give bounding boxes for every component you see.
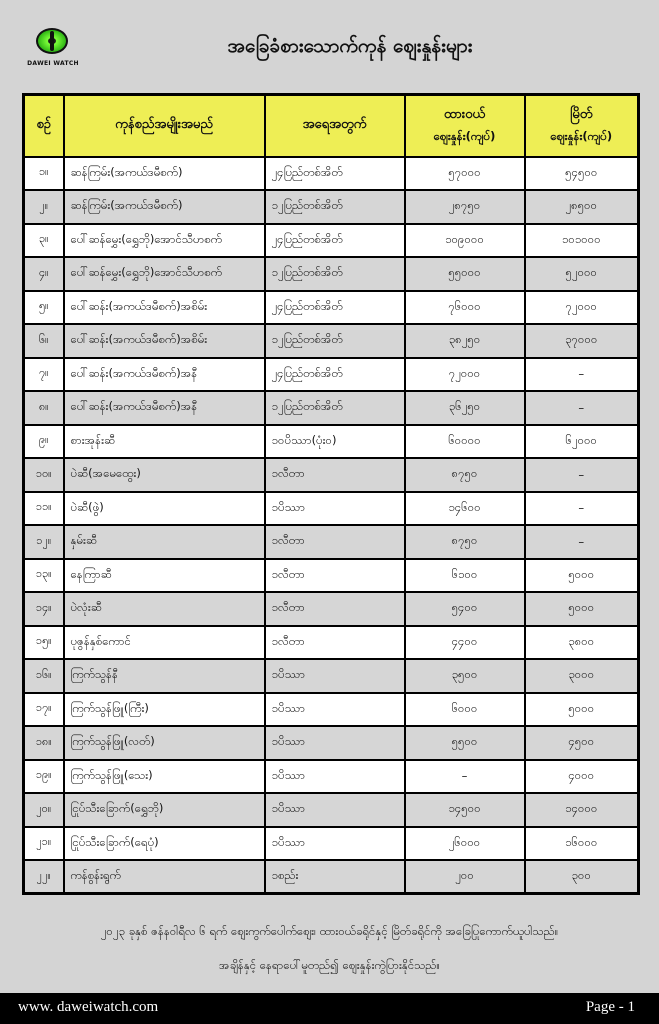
footer-note-disclaimer: အချိန်နှင့် နေရာပေါ်မူတည်၍ ဈေးနှုန်းကွဲပြားနိုင်သည်။ [219, 958, 440, 972]
table-row [24, 324, 639, 358]
item-name: ကြက်သွန်နီ [64, 659, 265, 693]
row-number: ၁၆။ [24, 659, 64, 693]
bottom-bar [0, 993, 659, 1024]
myeik-price: ၄၅၀၀ [525, 726, 639, 760]
table-row [24, 626, 639, 660]
row-number: ၁၉။ [24, 760, 64, 794]
item-name: ကြက်သွန်ဖြူ(သေး) [64, 760, 265, 794]
item-unit: ၁ပိဿာ [265, 760, 405, 794]
item-name: ငြုပ်သီးခြောက်(ရေပုံ) [64, 827, 265, 861]
myeik-price: ၅၀၀၀ [525, 559, 639, 593]
item-name: ဆန်ကြမ်း(အကယ်ဒမီစက်) [64, 157, 265, 191]
item-name: ပေါ်ဆန်မွှေး(ရွှေဘို)အောင်သီဟစက် [64, 257, 265, 291]
dawei-price: ၅၄၀၀ [405, 592, 525, 626]
dawei-price: ၂၆၀၀၀ [405, 827, 525, 861]
myeik-price: ၃၀၀၀ [525, 659, 639, 693]
item-name: ကြက်သွန်ဖြူ(လတ်) [64, 726, 265, 760]
table-row [24, 291, 639, 325]
dawei-price: ၃၆၂၅၀ [405, 391, 525, 425]
dawei-watch-logo [24, 28, 82, 76]
eye-pupil [50, 31, 54, 51]
row-number: ၁။ [24, 157, 64, 191]
page-title: အခြေခံစားသောက်ကုန် ဈေးနှုန်းများ [227, 35, 473, 57]
item-name: ပေါ်ဆန်း(အကယ်ဒမီစက်)အစိမ်း [64, 324, 265, 358]
dawei-price: ၃၈၂၅၀ [405, 324, 525, 358]
myeik-price: ၃၀၀ [525, 860, 639, 894]
item-unit: ၁ပိဿာ [265, 793, 405, 827]
table-row [24, 760, 639, 794]
dawei-price: ၅၇၀၀၀ [405, 157, 525, 191]
item-unit: ၂၄ပြည်တစ်အိတ် [265, 224, 405, 258]
item-name: နေကြာဆီ [64, 559, 265, 593]
dawei-price: ၇၂၀၀၀ [405, 358, 525, 392]
myeik-price: ၅၀၀၀ [525, 592, 639, 626]
table-row [24, 693, 639, 727]
row-number: ၂၂။ [24, 860, 64, 894]
dawei-price: ၆၀၀၀၀ [405, 425, 525, 459]
row-number: ၁၈။ [24, 726, 64, 760]
row-number: ၁၀။ [24, 458, 64, 492]
item-unit: ၁လီတာ [265, 525, 405, 559]
item-name: ပဲဆီ(ဖွဲ) [64, 492, 265, 526]
header-myeik-line1: မြိတ် [570, 106, 593, 122]
row-number: ၉။ [24, 425, 64, 459]
table-header-row [24, 95, 639, 157]
dawei-price: ၆၀၀၀ [405, 693, 525, 727]
myeik-price: – [525, 358, 639, 392]
item-unit: ၁ပိဿာ [265, 659, 405, 693]
table-row [24, 793, 639, 827]
dawei-price: ၅၅၀၀ [405, 726, 525, 760]
dawei-price: ၆၁၀၀ [405, 559, 525, 593]
row-number: ၁၇။ [24, 693, 64, 727]
item-unit: ၁လီတာ [265, 626, 405, 660]
table-row [24, 492, 639, 526]
myeik-price: ၄၀၀၀ [525, 760, 639, 794]
website-link[interactable]: www. daweiwatch.com [18, 999, 159, 1015]
table-row [24, 827, 639, 861]
item-name: ပဲလုံးဆီ [64, 592, 265, 626]
myeik-price: ၅၀၀၀ [525, 693, 639, 727]
dawei-price: – [405, 760, 525, 794]
myeik-price: ၂၈၅၀၀ [525, 190, 639, 224]
myeik-price: ၃၇၀၀၀ [525, 324, 639, 358]
header-no: စဉ် [24, 95, 64, 157]
dawei-price: ၃၅၀၀ [405, 659, 525, 693]
item-unit: ၂၄ပြည်တစ်အိတ် [265, 358, 405, 392]
myeik-price: ၁၆၀၀၀ [525, 827, 639, 861]
table-row [24, 592, 639, 626]
price-table-container [22, 93, 637, 895]
item-unit: ၁၂ပြည်တစ်အိတ် [265, 391, 405, 425]
item-unit: ၂၄ပြည်တစ်အိတ် [265, 291, 405, 325]
header-name: ကုန်စည်အမျိုးအမည် [64, 95, 265, 157]
item-unit: ၂၄ပြည်တစ်အိတ် [265, 157, 405, 191]
item-unit: ၁ပိဿာ [265, 827, 405, 861]
footer-note-date: ၂၀၂၃ ခုနှစ် ဇန်နဝါရီလ ၆ ရက် ဈေးကွက်ပေါက်ဈေး၊ ထားဝယ်ခရိုင်နှင့် မြိတ်ခရိုင်ကို အခြေပြုကောက်ယူပါသည်။ [100, 924, 559, 938]
dawei-price: ၈၇၅၀ [405, 525, 525, 559]
page-number: Page - 1 [585, 999, 635, 1015]
dawei-price: ၈၇၅၀ [405, 458, 525, 492]
myeik-price: ၁၀၁၀၀၀ [525, 224, 639, 258]
item-name: ပဲဆီ(အမေထွေး) [64, 458, 265, 492]
table-row [24, 726, 639, 760]
item-name: နှမ်းဆီ [64, 525, 265, 559]
row-number: ၈။ [24, 391, 64, 425]
item-name: ကြက်သွန်ဖြူ(ကြီး) [64, 693, 265, 727]
row-number: ၂။ [24, 190, 64, 224]
row-number: ၆။ [24, 324, 64, 358]
dawei-price: ၁၄၅၀၀ [405, 793, 525, 827]
header-dawei-line1: ထားဝယ် [443, 106, 486, 122]
item-name: ဆန်ကြမ်း(အကယ်ဒမီစက်) [64, 190, 265, 224]
row-number: ၁၅။ [24, 626, 64, 660]
dawei-price: ၇၆၀၀၀ [405, 291, 525, 325]
item-name: ကန်စွန်းရွက် [64, 860, 265, 894]
item-unit: ၁လီတာ [265, 592, 405, 626]
item-name: ပေါ်ဆန်း(အကယ်ဒမီစက်)အနီ [64, 391, 265, 425]
row-number: ၁၃။ [24, 559, 64, 593]
myeik-price: – [525, 525, 639, 559]
table-row [24, 559, 639, 593]
myeik-price: – [525, 458, 639, 492]
table-row [24, 358, 639, 392]
item-unit: ၁၂ပြည်တစ်အိတ် [265, 257, 405, 291]
item-unit: ၁လီတာ [265, 559, 405, 593]
table-row [24, 190, 639, 224]
item-name: ငြုပ်သီးခြောက်(ရွှေဘို) [64, 793, 265, 827]
table-row [24, 458, 639, 492]
table-row [24, 525, 639, 559]
item-unit: ၁၂ပြည်တစ်အိတ် [265, 324, 405, 358]
dawei-price: ၂၀၀ [405, 860, 525, 894]
item-name: ပေါ်ဆန်း(အကယ်ဒမီစက်)အစိမ်း [64, 291, 265, 325]
table-row [24, 157, 639, 191]
price-table [22, 93, 640, 895]
myeik-price: ၅၄၅၀၀ [525, 157, 639, 191]
row-number: ၂၁။ [24, 827, 64, 861]
header-myeik-price [525, 95, 639, 157]
item-unit: ၁ပိဿာ [265, 492, 405, 526]
row-number: ၃။ [24, 224, 64, 258]
myeik-price: – [525, 492, 639, 526]
row-number: ၄။ [24, 257, 64, 291]
item-unit: ၁လီတာ [265, 458, 405, 492]
myeik-price: ၆၂၀၀၀ [525, 425, 639, 459]
row-number: ၂၀။ [24, 793, 64, 827]
table-row [24, 860, 639, 894]
myeik-price: ၅၂၀၀၀ [525, 257, 639, 291]
item-unit: ၁ပိဿာ [265, 726, 405, 760]
table-row [24, 224, 639, 258]
table-row [24, 257, 639, 291]
row-number: ၁၄။ [24, 592, 64, 626]
logo-text: DAWEI WATCH [27, 60, 79, 67]
myeik-price: ၃၈၀၀ [525, 626, 639, 660]
item-unit: ၁ပိဿာ [265, 693, 405, 727]
dawei-price: ၄၄၀၀ [405, 626, 525, 660]
row-number: ၁၁။ [24, 492, 64, 526]
item-name: ပေါ်ဆန်း(အကယ်ဒမီစက်)အနီ [64, 358, 265, 392]
dawei-price: ၅၅၀၀၀ [405, 257, 525, 291]
header-dawei-price [405, 95, 525, 157]
item-unit: ၁၀ပိဿာ(ပုံး၀) [265, 425, 405, 459]
dawei-price: ၂၈၇၅၀ [405, 190, 525, 224]
header-unit: အရေအတွက် [265, 95, 405, 157]
item-name: ပုဇွန်နှစ်ကောင် [64, 626, 265, 660]
myeik-price: ၇၂၀၀၀ [525, 291, 639, 325]
table-row [24, 391, 639, 425]
item-name: စားအုန်းဆီ [64, 425, 265, 459]
item-unit: ၁၂ပြည်တစ်အိတ် [265, 190, 405, 224]
header-dawei-line2: ဈေးနှုန်း(ကျပ်) [433, 128, 496, 143]
table-row [24, 425, 639, 459]
row-number: ၁၂။ [24, 525, 64, 559]
header-myeik-line2: ဈေးနှုန်း(ကျပ်) [550, 128, 613, 143]
item-name: ပေါ်ဆန်မွှေး(ရွှေဘို)အောင်သီဟစက် [64, 224, 265, 258]
myeik-price: – [525, 391, 639, 425]
dawei-price: ၁၄၆၀၀ [405, 492, 525, 526]
myeik-price: ၁၄၀၀၀ [525, 793, 639, 827]
table-row [24, 659, 639, 693]
dawei-price: ၁၀၉၀၀၀ [405, 224, 525, 258]
item-unit: ၁စည်း [265, 860, 405, 894]
row-number: ၅။ [24, 291, 64, 325]
row-number: ၇။ [24, 358, 64, 392]
